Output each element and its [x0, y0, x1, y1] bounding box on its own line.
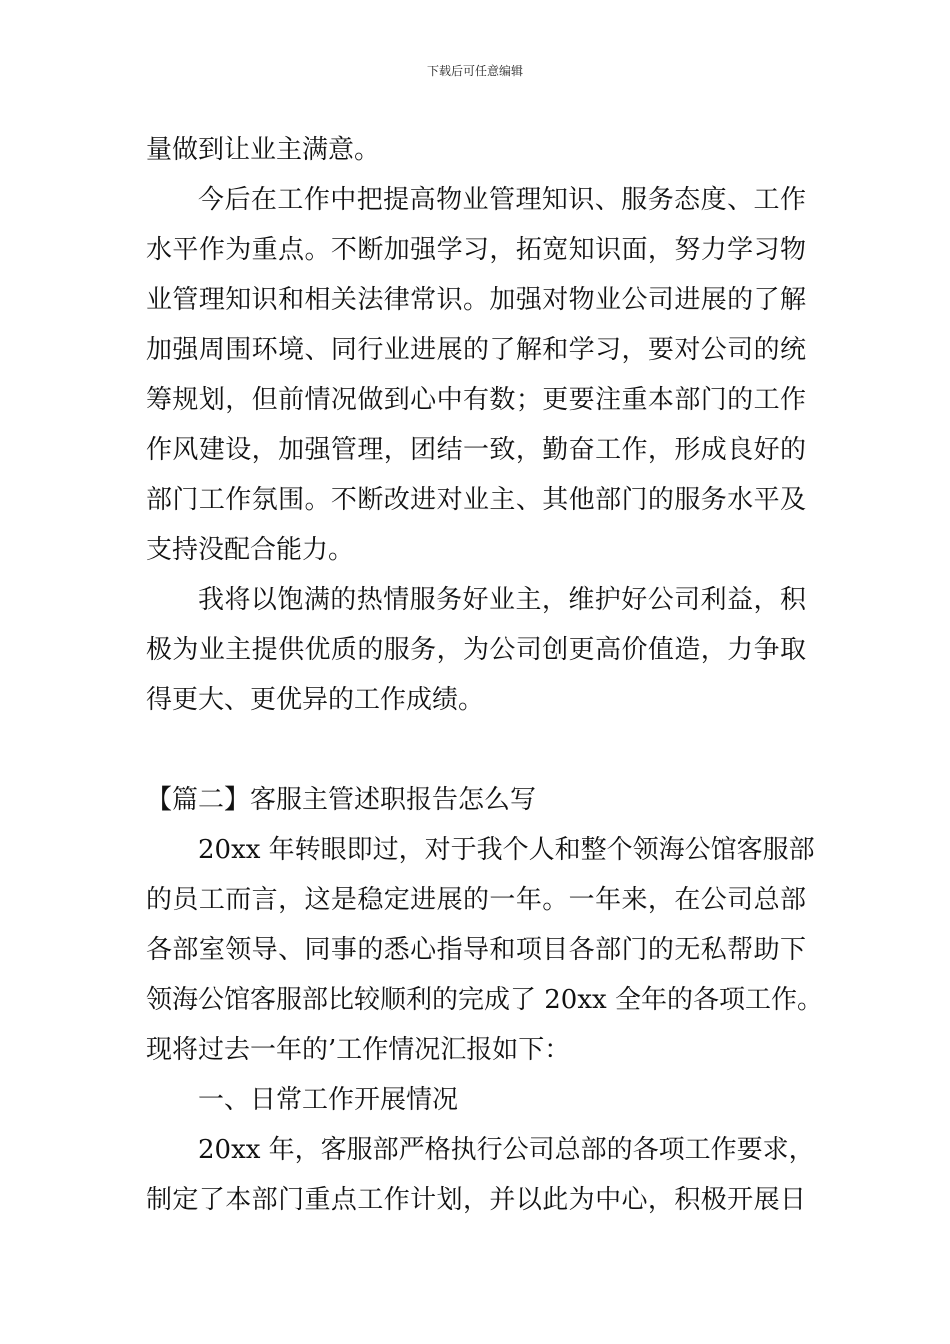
text-line: 各部室领导、同事的悉心指导和项目各部门的无私帮助下 [146, 935, 806, 965]
text-line: 业管理知识和相关法律常识。加强对物业公司进展的了解 [146, 285, 806, 315]
text-line: 得更大、更优异的工作成绩。 [146, 685, 485, 715]
text-line: 制定了本部门重点工作计划，并以此为中心，积极开展日 [146, 1185, 806, 1215]
text-line: 水平作为重点。不断加强学习，拓宽知识面，努力学习物 [146, 235, 806, 265]
text-line: 20xx 年转眼即过，对于我个人和整个领海公馆客服部 [198, 835, 815, 865]
text-line: 量做到让业主满意。 [146, 135, 381, 165]
text-line: 我将以饱满的热情服务好业主，维护好公司利益，积 [198, 585, 806, 615]
section-gap [146, 725, 806, 775]
text-line: 部门工作氛围。不断改进对业主、其他部门的服务水平及 [146, 485, 806, 515]
text-line: 极为业主提供优质的服务，为公司创更高价值造，力争取 [146, 635, 806, 665]
text-line: 作风建设，加强管理，团结一致，勤奋工作，形成良好的 [146, 435, 806, 465]
text-line: 领海公馆客服部比较顺利的完成了 20xx 全年的各项工作。 [146, 985, 823, 1015]
text-line: 筹规划，但前情况做到心中有数；更要注重本部门的工作 [146, 385, 806, 415]
text-line: 现将过去一年的’工作情况汇报如下： [146, 1035, 571, 1065]
text-line: 的员工而言，这是稳定进展的一年。一年来，在公司总部 [146, 885, 806, 915]
text-line: 支持没配合能力。 [146, 535, 355, 565]
subsection-heading: 一、日常工作开展情况 [198, 1085, 459, 1115]
document-body [146, 125, 823, 1225]
section-heading: 【篇二】客服主管述职报告怎么写 [146, 785, 537, 815]
text-line: 今后在工作中把提高物业管理知识、服务态度、工作 [198, 185, 806, 215]
page-header: 下载后可任意编辑 [426, 64, 523, 78]
text-line: 加强周围环境、同行业进展的了解和学习，要对公司的统 [146, 335, 806, 365]
text-line: 20xx 年，客服部严格执行公司总部的各项工作要求， [198, 1135, 815, 1165]
